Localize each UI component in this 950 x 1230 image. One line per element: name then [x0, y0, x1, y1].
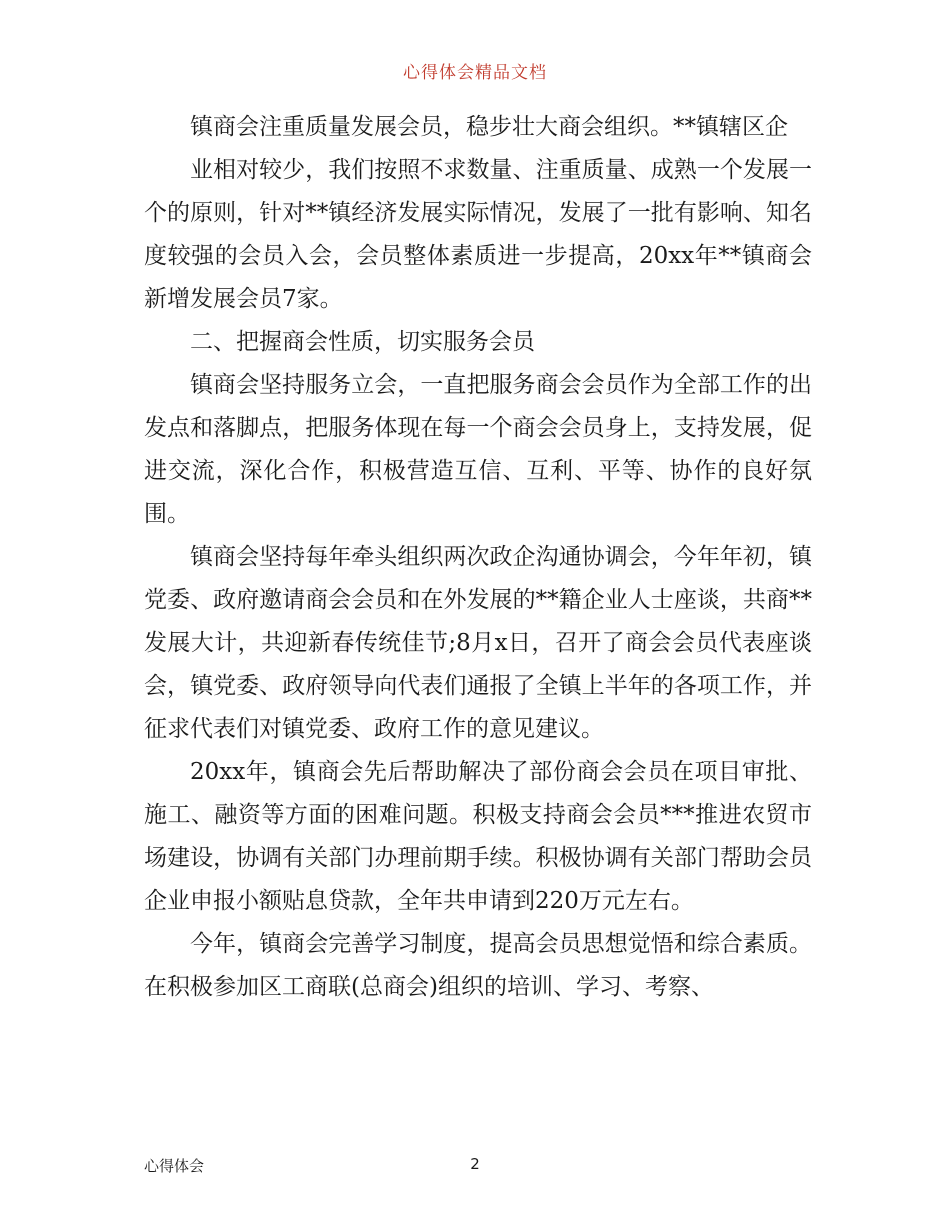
paragraph-5: 20xx年，镇商会先后帮助解决了部份商会会员在项目审批、施工、融资等方面的困难问题。积极支持商会会员***推进农贸市场建设，协调有关部门办理前期手续。积极协调有关部门帮助会员企业申报小额贴息贷款，全年共申请到220万元左右。	[144, 759, 812, 914]
paragraph-1: 镇商会注重质量发展会员，稳步壮大商会组织。**镇辖区企	[190, 114, 788, 140]
section-heading: 二、把握商会性质，切实服务会员	[190, 329, 535, 355]
paragraph-6: 今年，镇商会完善学习制度，提高会员思想觉悟和综合素质。在积极参加区工商联(总商会)组织的培训、学习、考察、	[144, 931, 812, 1000]
paragraph-2: 业相对较少，我们按照不求数量、注重质量、成熟一个发展一个的原则，针对**镇经济发展实际情况，发展了一批有影响、知名度较强的会员入会，会员整体素质进一步提高，20xx年**镇商会新增发展会员7家。	[144, 157, 812, 312]
page-number: 2	[470, 1155, 480, 1173]
footer-label: 心得体会	[144, 1157, 205, 1175]
document-body	[144, 106, 812, 1009]
paragraph-4: 镇商会坚持每年牵头组织两次政企沟通协调会，今年年初，镇党委、政府邀请商会会员和在外发展的**籍企业人士座谈，共商**发展大计，共迎新春传统佳节;8月x日，召开了商会会员代表座谈会，镇党委、政府领导向代表们通报了全镇上半年的各项工作，并征求代表们对镇党委、政府工作的意见建议。	[144, 544, 812, 742]
paragraph-3: 镇商会坚持服务立会，一直把服务商会会员作为全部工作的出发点和落脚点，把服务体现在每一个商会会员身上，支持发展，促进交流，深化合作，积极营造互信、互利、平等、协作的良好氛围。	[144, 372, 812, 527]
page-header-title: 心得体会精品文档	[403, 63, 547, 83]
